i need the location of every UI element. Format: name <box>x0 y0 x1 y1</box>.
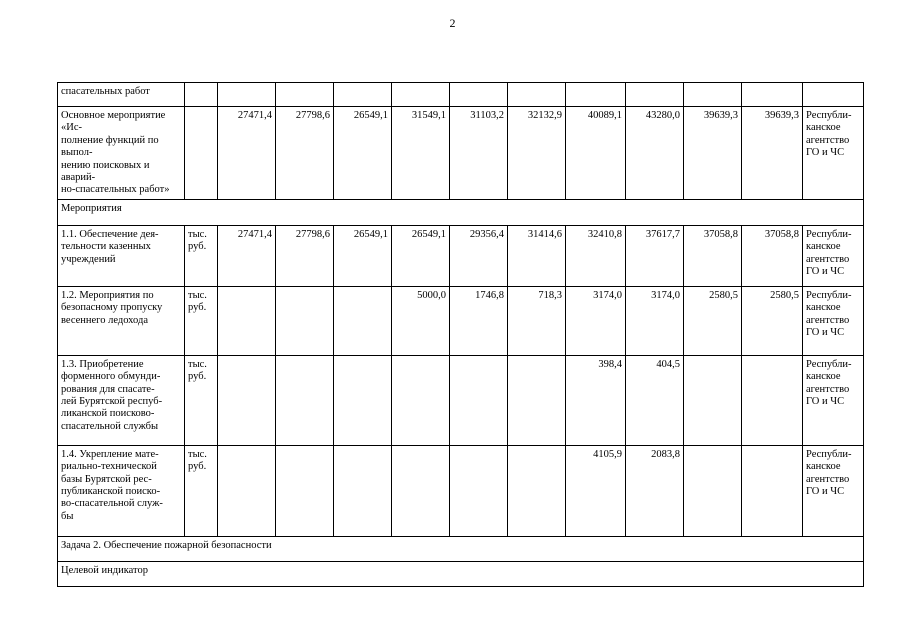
value-cell <box>276 286 334 355</box>
executor-cell: Республи- канское агентство ГО и ЧС <box>803 225 864 286</box>
value-cell: 32132,9 <box>508 107 566 200</box>
value-cell <box>334 355 392 445</box>
executor-cell: Республи- канское агентство ГО и ЧС <box>803 107 864 200</box>
value-cell <box>218 286 276 355</box>
value-cell: 27471,4 <box>218 225 276 286</box>
unit-cell: тыс. руб. <box>185 355 218 445</box>
value-cell: 27798,6 <box>276 225 334 286</box>
value-cell: 2083,8 <box>626 445 684 536</box>
value-cell: 26549,1 <box>392 225 450 286</box>
unit-cell <box>185 107 218 200</box>
section-row <box>58 561 864 586</box>
value-cell: 39639,3 <box>684 107 742 200</box>
value-cell <box>276 355 334 445</box>
value-cell <box>508 355 566 445</box>
value-cell: 3174,0 <box>566 286 626 355</box>
measure-name: 1.1. Обеспечение дея- тельности казенных учреждений <box>58 225 185 286</box>
executor-cell: Республи- канское агентство ГО и ЧС <box>803 445 864 536</box>
value-cell: 27798,6 <box>276 107 334 200</box>
value-cell <box>450 83 508 107</box>
budget-table <box>57 82 864 587</box>
value-cell <box>684 355 742 445</box>
section-title: Мероприятия <box>58 199 864 225</box>
section-row <box>58 536 864 561</box>
executor-cell: Республи- канское агентство ГО и ЧС <box>803 286 864 355</box>
unit-cell: тыс. руб. <box>185 286 218 355</box>
table-body <box>58 83 864 587</box>
value-cell <box>218 445 276 536</box>
measure-name: 1.4. Укрепление мате- риально-технической базы Бурятской рес- публиканской поиско- во-спасательной служ- бы <box>58 445 185 536</box>
value-cell: 37058,8 <box>742 225 803 286</box>
value-cell: 29356,4 <box>450 225 508 286</box>
value-cell: 31414,6 <box>508 225 566 286</box>
value-cell <box>742 355 803 445</box>
table-row <box>58 107 864 200</box>
value-cell: 3174,0 <box>626 286 684 355</box>
value-cell: 2580,5 <box>684 286 742 355</box>
table-row <box>58 445 864 536</box>
section-row <box>58 199 864 225</box>
value-cell <box>450 355 508 445</box>
value-cell <box>218 355 276 445</box>
value-cell <box>742 445 803 536</box>
value-cell <box>334 286 392 355</box>
value-cell: 4105,9 <box>566 445 626 536</box>
value-cell: 5000,0 <box>392 286 450 355</box>
value-cell: 32410,8 <box>566 225 626 286</box>
value-cell <box>392 83 450 107</box>
value-cell: 398,4 <box>566 355 626 445</box>
value-cell <box>334 83 392 107</box>
value-cell: 718,3 <box>508 286 566 355</box>
section-title: Целевой индикатор <box>58 561 864 586</box>
measure-name: 1.2. Мероприятия по безопасному пропуску весеннего ледохода <box>58 286 185 355</box>
executor-cell <box>803 83 864 107</box>
measure-name: 1.3. Приобретение форменного обмунди- рования для спасате- лей Бурятской респуб- ликанской поисково- спасательной службы <box>58 355 185 445</box>
value-cell <box>276 83 334 107</box>
value-cell: 26549,1 <box>334 107 392 200</box>
measure-name: спасательных работ <box>58 83 185 107</box>
value-cell: 31103,2 <box>450 107 508 200</box>
value-cell <box>626 83 684 107</box>
executor-cell: Республи- канское агентство ГО и ЧС <box>803 355 864 445</box>
unit-cell <box>185 83 218 107</box>
value-cell <box>684 445 742 536</box>
value-cell <box>508 445 566 536</box>
value-cell: 26549,1 <box>334 225 392 286</box>
table-row <box>58 225 864 286</box>
value-cell <box>508 83 566 107</box>
unit-cell: тыс. руб. <box>185 225 218 286</box>
value-cell: 37058,8 <box>684 225 742 286</box>
value-cell: 40089,1 <box>566 107 626 200</box>
value-cell: 2580,5 <box>742 286 803 355</box>
value-cell <box>218 83 276 107</box>
table-row <box>58 83 864 107</box>
value-cell <box>392 355 450 445</box>
value-cell: 1746,8 <box>450 286 508 355</box>
value-cell <box>392 445 450 536</box>
value-cell: 39639,3 <box>742 107 803 200</box>
value-cell <box>276 445 334 536</box>
value-cell <box>334 445 392 536</box>
table-row <box>58 286 864 355</box>
value-cell: 31549,1 <box>392 107 450 200</box>
value-cell <box>742 83 803 107</box>
value-cell <box>566 83 626 107</box>
value-cell: 43280,0 <box>626 107 684 200</box>
section-title: Задача 2. Обеспечение пожарной безопасности <box>58 536 864 561</box>
value-cell: 27471,4 <box>218 107 276 200</box>
measure-name: Основное мероприятие «Ис- полнение функций по выпол- нению поисковых и аварий- но-спасательных работ» <box>58 107 185 200</box>
table-row <box>58 355 864 445</box>
unit-cell: тыс. руб. <box>185 445 218 536</box>
value-cell <box>450 445 508 536</box>
value-cell: 37617,7 <box>626 225 684 286</box>
page-number: 2 <box>449 16 456 30</box>
value-cell <box>684 83 742 107</box>
value-cell: 404,5 <box>626 355 684 445</box>
